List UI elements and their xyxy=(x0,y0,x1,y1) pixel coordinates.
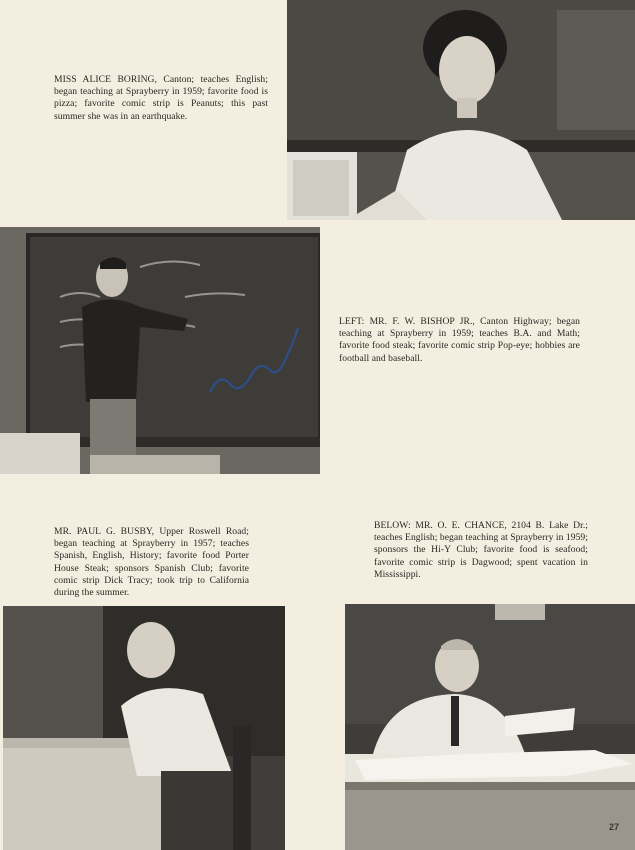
caption-alice-boring: MISS ALICE BORING, Canton; teaches English; began teaching at Sprayberry in 1959; favorite food is pizza; favorite comic strip is Peanuts; this past summer she was in an earthquake. xyxy=(54,74,268,122)
caption-fw-bishop: LEFT: MR. F. W. BISHOP JR., Canton Highway; began teaching at Sprayberry in 1959; teaches B.A. and Math; favorite food steak; favorite comic strip Pop-eye; hobbies are football and baseball. xyxy=(339,316,580,364)
photo-fw-bishop xyxy=(0,227,320,474)
caption-paul-busby: MR. PAUL G. BUSBY, Upper Roswell Road; began teaching at Sprayberry in 1957; teaches Spanish, English, History; favorite food Porter House Steak; sponsors Spanish Club; favorite comic strip Dick Tracy; took trip to California during the summer. xyxy=(54,526,249,599)
caption-oe-chance: BELOW: MR. O. E. CHANCE, 2104 B. Lake Dr.; teaches English; began teaching at Sprayberry in 1959; sponsors the Hi-Y Club; favorite food is seafood; favorite comic strip is Dagwood; spent vacation in Mississippi. xyxy=(374,520,588,580)
photo-alice-boring xyxy=(287,0,635,220)
photo-oe-chance xyxy=(345,604,635,850)
photo-paul-busby xyxy=(3,606,285,850)
page-number: 27 xyxy=(608,822,619,832)
